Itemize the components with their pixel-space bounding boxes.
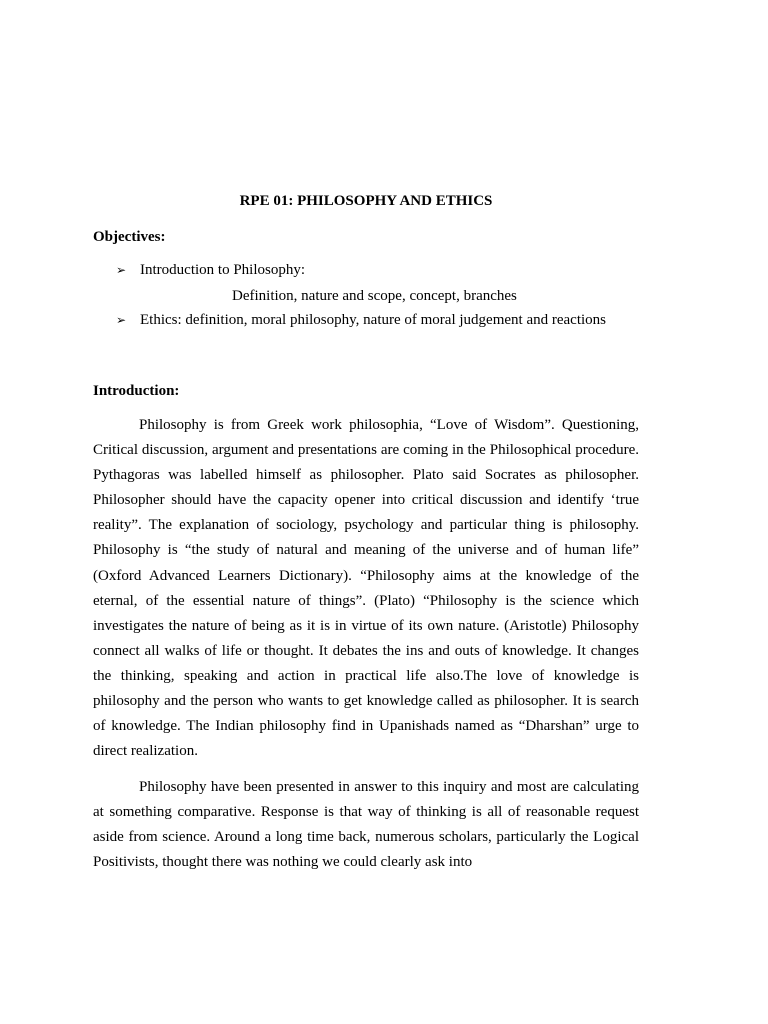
arrow-bullet-icon: ➢ <box>116 263 127 277</box>
objective-bullet-1-subline: Definition, nature and scope, concept, branches <box>232 288 517 304</box>
objective-bullet-2-text: Ethics: definition, moral philosophy, nature of moral judgement and reactions <box>140 312 606 328</box>
objectives-heading: Objectives: <box>93 229 166 245</box>
document-title: RPE 01: PHILOSOPHY AND ETHICS <box>239 193 493 209</box>
arrow-bullet-icon: ➢ <box>116 313 127 327</box>
introduction-paragraph-1: Philosophy is from Greek work philosophia, “Love of Wisdom”. Questioning, Critical discussion, argument and presentations are coming in the Philosophical procedure. Pythagoras was labelled himself as philosopher. Plato said Socrates as philosopher. Philosopher should have the capacity opener into critical discussion and identify ‘true reality”. The explanation of sociology, psychology and particular thing is philosophy. Philosophy is “the study of natural and meaning of the universe and of human life” (Oxford Advanced Learners Dictionary). “Philosophy aims at the knowledge of the eternal, of the essential nature of things”. (Plato) “Philosophy is the science which investigates the nature of being as it is in virtue of its own nature. (Aristotle) Philosophy connect all walks of life or thought. It debates the ins and outs of knowledge. It changes the thinking, speaking and action in practical life also.The love of knowledge is philosophy and the person who wants to get knowledge called as philosopher. It is search of knowledge. The Indian philosophy find in Upanishads named as “Dharshan” urge to direct realization. <box>93 417 639 760</box>
objective-bullet-1-text: Introduction to Philosophy: <box>140 262 305 278</box>
introduction-paragraph-2: Philosophy have been presented in answer to this inquiry and most are calculating at something comparative. Response is that way of thinking is all of reasonable request aside from science. Around a long time back, numerous scholars, particularly the Logical Positivists, thought there was nothing we could clearly ask into <box>93 779 639 871</box>
objective-bullet-1 <box>116 262 305 279</box>
objective-bullet-2 <box>116 312 606 329</box>
introduction-heading: Introduction: <box>93 383 180 399</box>
